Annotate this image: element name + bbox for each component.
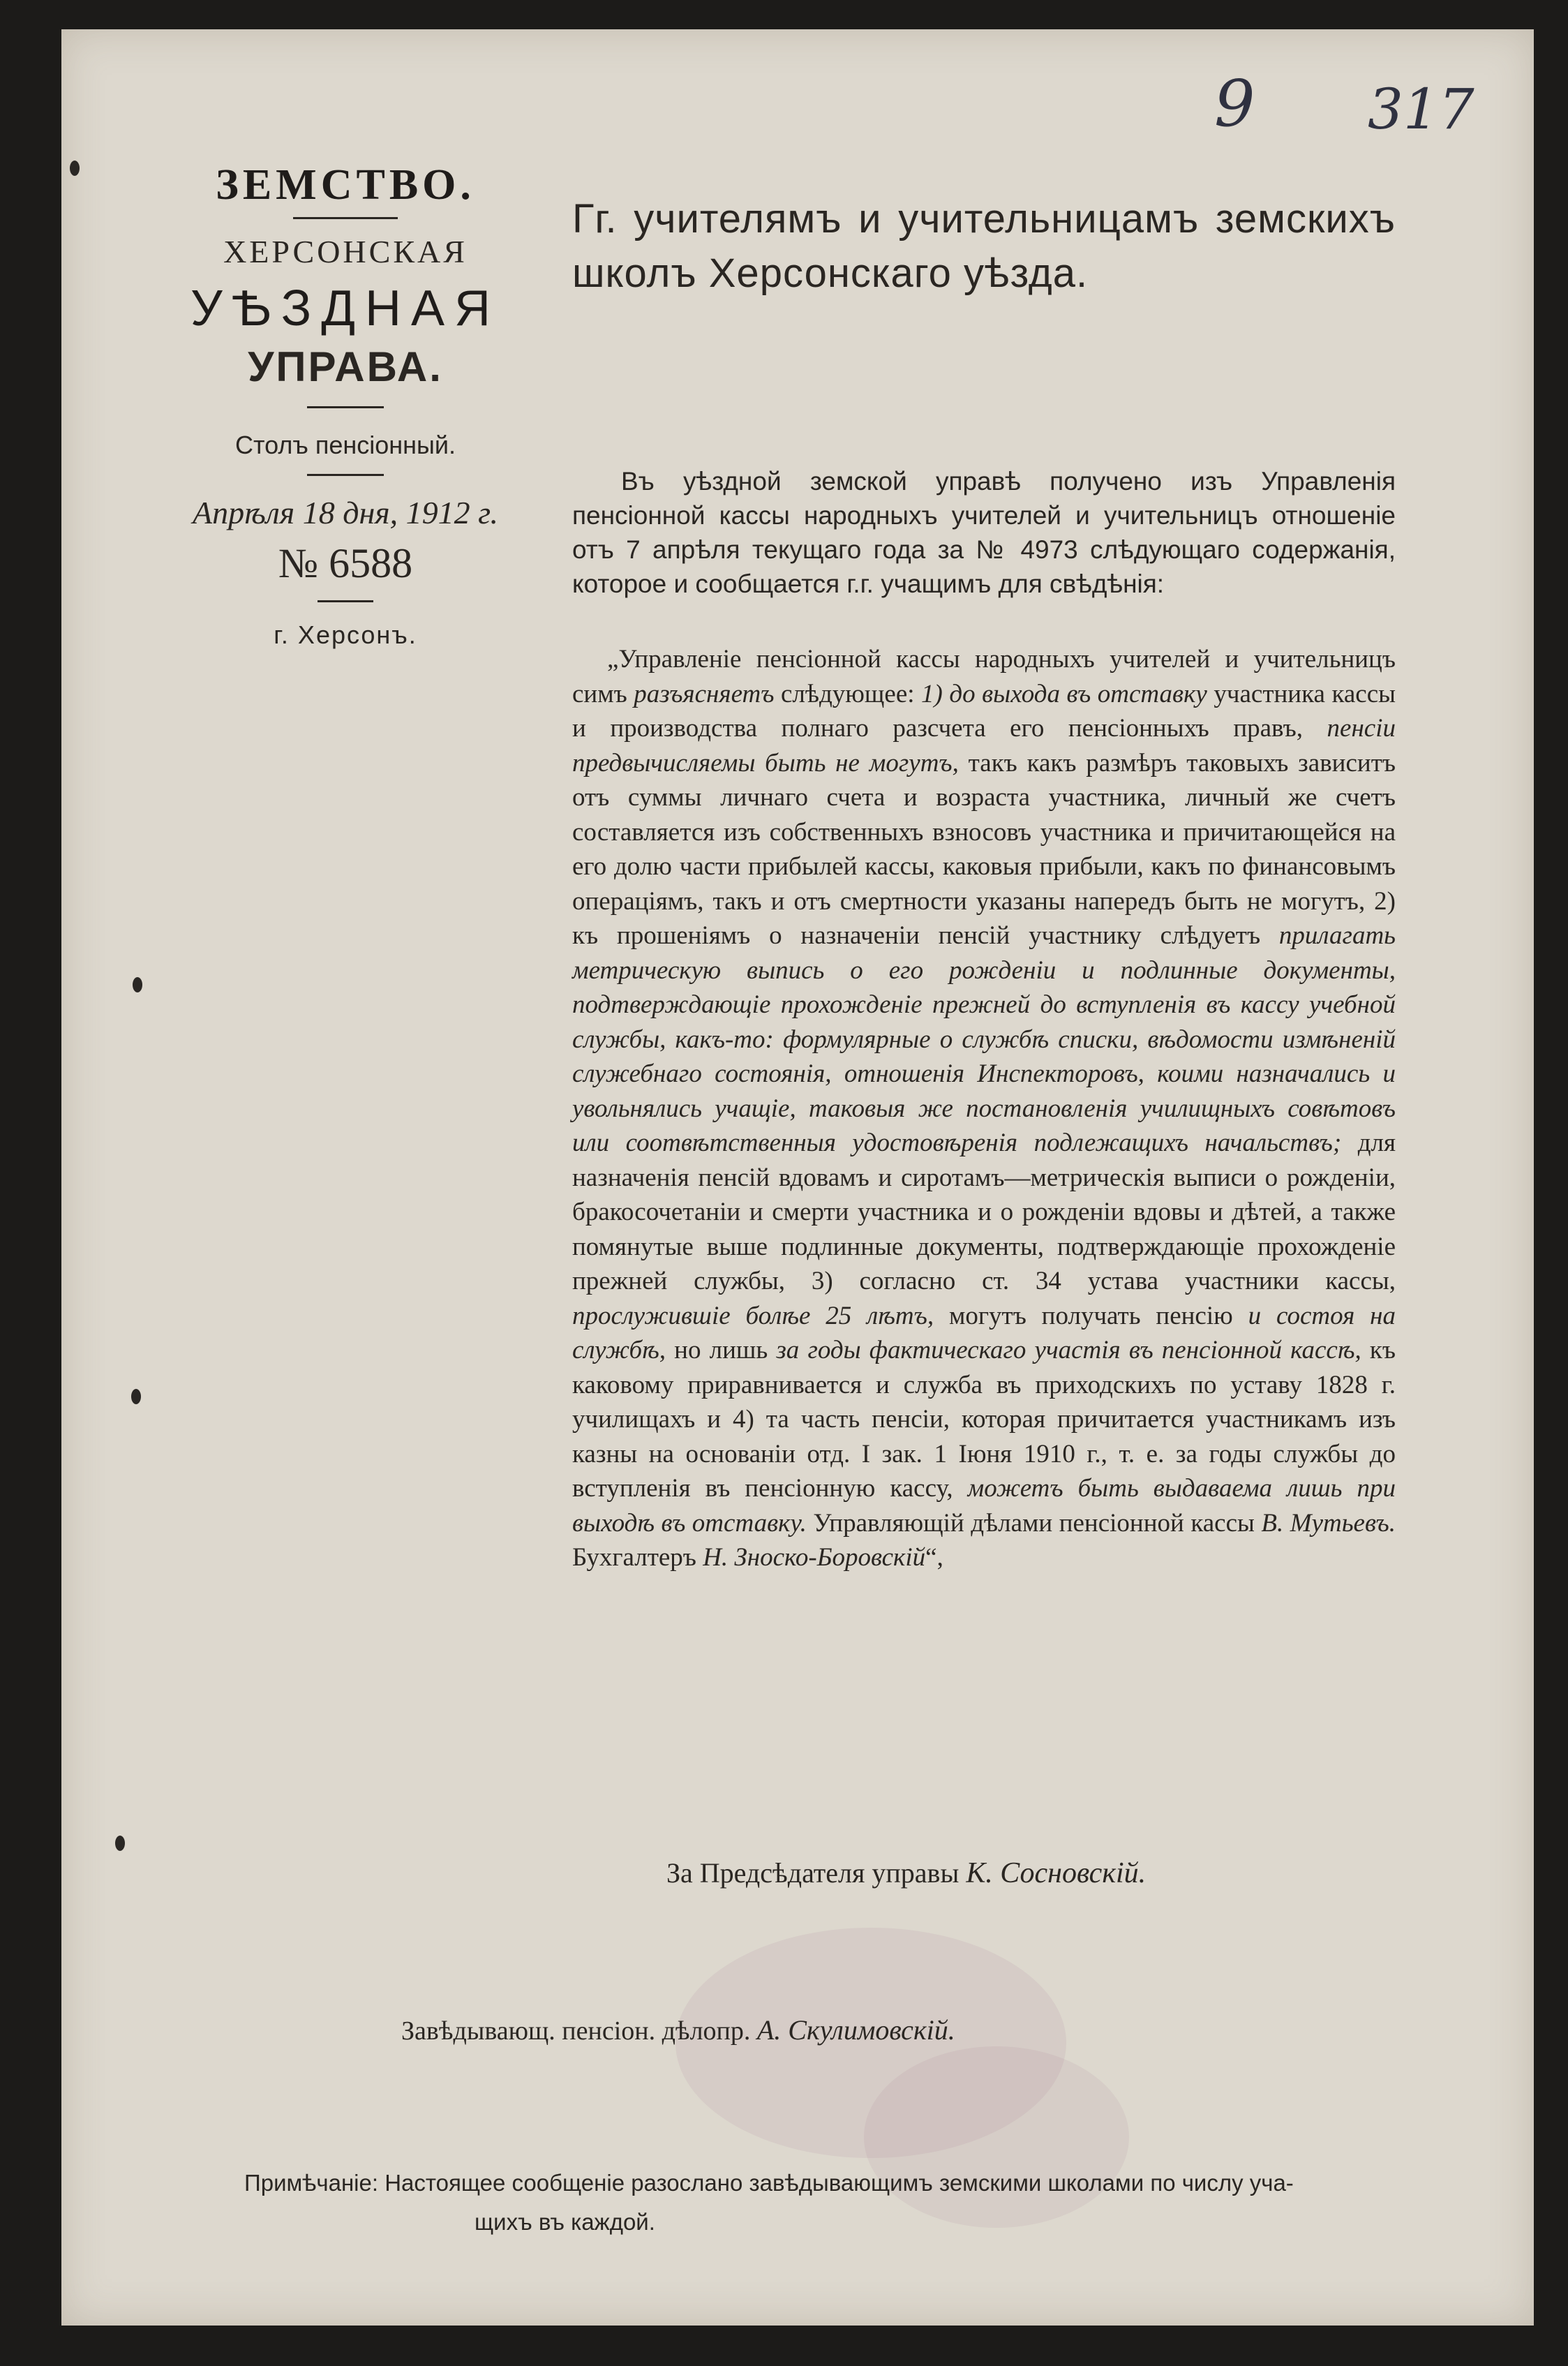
footnote-text: Настоящее сообщенiе разослано завѣдывающимъ земскими школами по числу уча- xyxy=(384,2170,1294,2196)
chairman-signature xyxy=(666,1857,1146,1890)
letterhead xyxy=(133,140,558,650)
letterhead-line2: УѢЗДНАЯ xyxy=(190,281,500,336)
text-run-italic: Н. Зноско-Боровскiй xyxy=(703,1543,926,1572)
text-run-italic: и состоя на службѣ, xyxy=(572,1301,1396,1364)
text-run: участника кассы и производства полнаго разсчета его пенсiонныхъ правъ, xyxy=(572,679,1396,743)
text-run: “, xyxy=(925,1543,943,1572)
archive-sheet-number: 9 xyxy=(1214,66,1255,141)
punch-hole xyxy=(70,161,80,176)
text-run: такъ какъ размѣръ таковыхъ зависитъ отъ суммы личнаго счета и возраста участника, личный же счетъ составляется изъ собственныхъ взносовъ участника и причитающейся на его долю части прибылей кассы, каковыя прибыли, какъ по финансовымъ операцiямъ, такъ и отъ смертности указаны напередъ быть не могутъ, 2) къ прошенiямъ о назначенiи пенсiй участнику слѣдуетъ xyxy=(572,748,1396,950)
document-date: Апрѣля 18 дня, 1912 г. xyxy=(192,495,499,530)
text-run-italic: прослужившiе болѣе 25 лѣтъ, xyxy=(572,1301,934,1330)
text-run: но лишь xyxy=(666,1336,777,1364)
document-city: г. Херсонъ. xyxy=(274,620,417,649)
footnote-text-continued: щихъ въ каждой. xyxy=(475,2209,655,2235)
text-run: „Управленiе пенсiонной кассы народныхъ учителей и учительницъ симъ xyxy=(572,645,1396,708)
punch-hole xyxy=(115,1836,125,1851)
text-run: для назначенiя пенсiй вдовамъ и сиротамъ—метрическiя выписи о рожденiи, бракосочетанiи и смерти участника и о рожденiи вдовы и дѣтей, а также помянутые выше подлинные документы, подтверждающiе прохожденiе прежней службы, 3) согласно ст. 34 устава участники кассы, xyxy=(572,1129,1396,1295)
divider xyxy=(318,600,373,602)
zemstvo-heading: ЗЕМСТВО. xyxy=(216,161,475,209)
text-run-italic: разъясняетъ xyxy=(634,679,775,708)
text-run-italic: прилагать метрическую выпись о его рожденiи и подлинные документы, подтверждающiе прохожденiе прежней до вступленiя въ кассу учебной службы, какъ-то: формулярные о службѣ списки, вѣдомости измѣненiй служебнаго состоянiя, отношенiя Инспекторовъ, коими назначались и увольнялись учащiе, таковыя же постановленiя училищныхъ совѣтовъ или соотвѣтственныя удостовѣренiя подлежащихъ начальствъ; xyxy=(572,921,1396,1157)
text-run-italic: В. Мутьевъ. xyxy=(1261,1508,1396,1538)
text-run: могутъ получать пенсiю xyxy=(934,1301,1248,1330)
divider xyxy=(307,474,384,476)
archive-folio-number: 317 xyxy=(1368,77,1474,142)
text-run: Бухгалтеръ xyxy=(572,1543,703,1572)
text-run: Управляющiй дѣлами пенсiонной кассы xyxy=(806,1508,1262,1538)
punch-hole xyxy=(131,1389,141,1404)
desk-label: Столъ пенсiонный. xyxy=(235,431,456,459)
document-title: Гг. учителямъ и учительницамъ земскихъ школъ Херсонскаго уѣзда. xyxy=(572,196,1396,297)
manager-label: Завѣдывающ. пенсiон. дѣлопр. xyxy=(401,2016,757,2046)
divider xyxy=(307,406,384,408)
footnote xyxy=(244,2164,1424,2242)
manager-signature xyxy=(401,2014,955,2046)
signature-name: К. Сосновскiй. xyxy=(966,1857,1147,1889)
text-run-italic: 1) до выхода въ отставку xyxy=(921,679,1207,708)
quoted-letter xyxy=(572,642,1396,1575)
text-run-italic: пенсiи предвычисляемы быть не могутъ, xyxy=(572,714,1396,777)
letterhead-line1: ХЕРСОНСКАЯ xyxy=(223,234,468,269)
footnote-label: Примѣчанiе: xyxy=(244,2170,379,2196)
intro-paragraph: Въ уѣздной земской управѣ получено изъ Управленiя пенсiонной кассы народныхъ учителей и учительницъ отношенiе отъ 7 апрѣля текущаго года за № 4973 слѣдующаго содержанiя, которое и сообщается г.г. учащимъ для свѣдѣнiя: xyxy=(572,467,1396,598)
text-run: къ каковому приравнивается и служба въ приходскихъ по уставу 1828 г. училищахъ и 4) та часть пенсiи, которая причитается участникамъ изъ казны на основанiи отд. I зак. 1 Iюня 1910 г., т. е. за годы службы до вступленiя въ пенсiонную кассу, xyxy=(572,1336,1396,1503)
document-number: № 6588 xyxy=(278,540,413,586)
text-run-italic: можетъ быть выдаваема лишь при выходѣ въ отставку. xyxy=(572,1474,1396,1538)
letterhead-line3: УПРАВА. xyxy=(248,343,443,390)
manager-name: А. Скулимовскiй. xyxy=(756,2014,955,2046)
text-run-italic: за годы фактическаго участiя въ пенсiонной кассѣ, xyxy=(776,1336,1361,1364)
signature-label: За Предсѣдателя управы xyxy=(666,1857,966,1889)
text-run: слѣдующее: xyxy=(774,679,922,708)
divider xyxy=(293,217,398,219)
punch-hole xyxy=(133,977,142,992)
